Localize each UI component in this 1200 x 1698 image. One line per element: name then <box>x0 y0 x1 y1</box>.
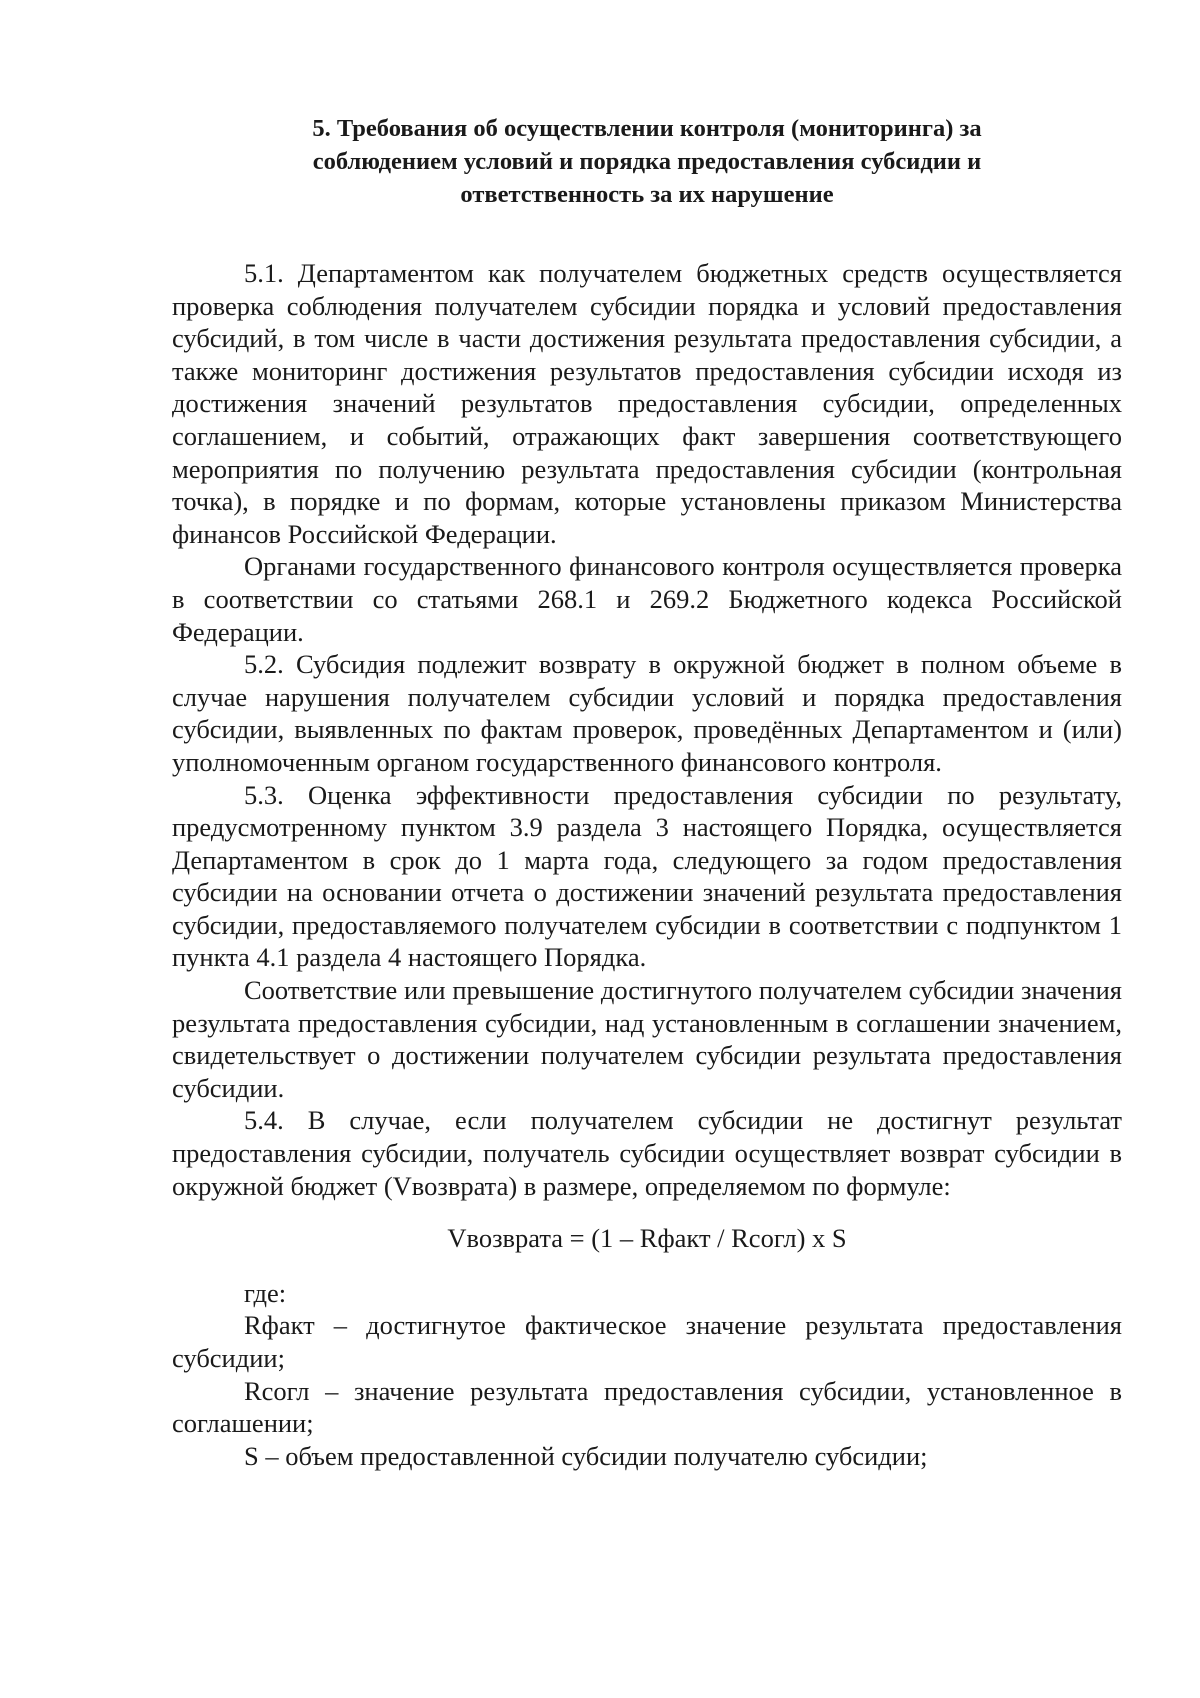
document-page <box>172 112 1122 1472</box>
paragraph-where: где: <box>244 1277 287 1308</box>
paragraph-compliance: Соответствие или превышение достигнутого получателем субсидии значения результата предоставления субсидии, над установленным в соглашении значением, свидетельствует о достижении получателем субсидии результата предоставления субсидии. <box>172 975 1122 1103</box>
definition-rsogl: Rсогл – значение результата предоставления субсидии, установленное в соглашении; <box>172 1375 1122 1439</box>
section-title <box>172 112 1122 211</box>
section-title-line: 5. Требования об осуществлении контроля (мониторинга) за <box>312 115 982 142</box>
definition-rfact: Rфакт – достигнутое фактическое значение результата предоставления субсидии; <box>172 1310 1122 1373</box>
paragraph-control-bodies: Органами государственного финансового контроля осуществляется проверка в соответствии со статьями 268.1 и 269.2 Бюджетного кодекса Российской Федерации. <box>172 551 1122 647</box>
section-title-line: соблюдением условий и порядка предоставления субсидии и <box>312 148 982 175</box>
paragraph-5-3: 5.3. Оценка эффективности предоставления субсидии по результату, предусмотренному пунктом 3.9 раздела 3 настоящего Порядка, осуществляется Департаментом в срок до 1 марта года, следующего за годом предоставления субсидии на основании отчета о достижении значений результата предоставления субсидии, предоставляемого получателем субсидии в соответствии с подпунктом 1 пункта 4.1 раздела 4 настоящего Порядка. <box>172 779 1122 973</box>
paragraph-5-4: 5.4. В случае, если получателем субсидии не достигнут результат предоставления субсидии, получатель субсидии осуществляет возврат субсидии в окружной бюджет (Vвозврата) в размере, определяемом по формуле: <box>172 1105 1122 1201</box>
paragraph-5-2: 5.2. Субсидия подлежит возврату в окружной бюджет в полном объеме в случае нарушения получателем субсидии условий и порядка предоставления субсидии, выявленных по фактам проверок, проведённых Департаментом и (или) уполномоченным органом государственного финансового контроля. <box>172 649 1122 777</box>
refund-formula: Vвозврата = (1 – Rфакт / Rсогл) x S <box>447 1223 847 1254</box>
section-title-line: ответственность за их нарушение <box>460 181 834 208</box>
paragraph-5-1: 5.1. Департаментом как получателем бюджетных средств осуществляется проверка соблюдения получателем субсидии порядка и условий предоставления субсидий, в том числе в части достижения результата предоставления субсидии, а также мониторинг достижения результатов предоставления субсидии исходя из достижения значений результатов предоставления субсидии, определенных соглашением, и событий, отражающих факт завершения соответствующего мероприятия по получению результата предоставления субсидии (контрольная точка), в порядке и по формам, которые установлены приказом Министерства финансов Российской Федерации. <box>172 258 1122 549</box>
definition-s: S – объем предоставленной субсидии получателю субсидии; <box>244 1440 928 1471</box>
